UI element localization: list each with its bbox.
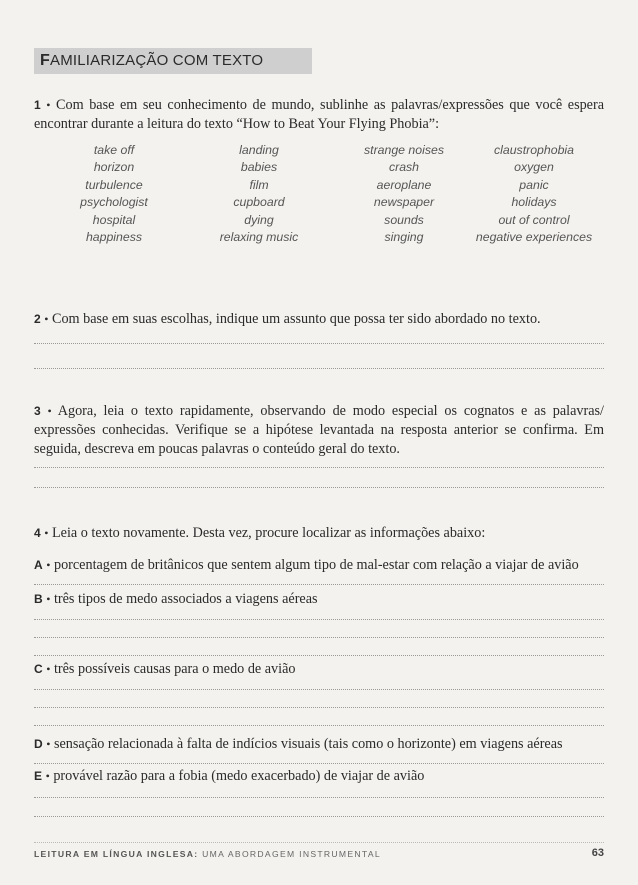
bullet: •	[46, 98, 51, 112]
item-d	[34, 735, 604, 754]
answer-line[interactable]	[34, 689, 604, 690]
item-letter: E	[34, 769, 43, 783]
word-item[interactable]: relaxing music	[219, 230, 299, 245]
word-item[interactable]: take off	[93, 143, 135, 157]
bullet: •	[44, 312, 49, 326]
footer-book-title: LEITURA EM LÍNGUA INGLESA:	[34, 849, 199, 859]
footer-subtitle: UMA ABORDAGEM INSTRUMENTAL	[198, 849, 381, 859]
bullet: •	[45, 769, 50, 783]
answer-line[interactable]	[34, 467, 604, 468]
word-item[interactable]: oxygen	[514, 160, 554, 175]
section-title	[34, 48, 312, 74]
answer-line[interactable]	[34, 368, 604, 369]
question-3	[34, 402, 604, 459]
question-number: 2	[34, 312, 41, 326]
answer-line[interactable]	[34, 763, 604, 764]
word-item[interactable]: psychologist	[80, 195, 148, 210]
bullet: •	[46, 662, 51, 676]
footer	[34, 849, 604, 859]
word-column-1	[54, 142, 174, 246]
footer-rule	[34, 842, 604, 843]
word-column-4	[459, 142, 609, 246]
question-1	[34, 96, 604, 134]
word-column-3	[339, 142, 469, 246]
item-text: provável razão para a fobia (medo exacerbado) de viajar de avião	[53, 768, 425, 784]
answer-line[interactable]	[34, 584, 604, 585]
item-b	[34, 590, 604, 609]
answer-line[interactable]	[34, 797, 604, 798]
word-item[interactable]: negative experiences	[475, 230, 593, 245]
question-number: 4	[34, 526, 41, 540]
item-text: três possíveis causas para o medo de avião	[53, 661, 296, 677]
section-title-text: AMILIARIZAÇÃO COM TEXTO	[49, 52, 264, 69]
item-letter: A	[34, 558, 43, 572]
answer-line[interactable]	[34, 487, 604, 488]
answer-line[interactable]	[34, 725, 604, 726]
word-item[interactable]: sounds	[384, 212, 424, 227]
word-item[interactable]: newspaper	[373, 195, 435, 210]
word-item[interactable]: babies	[240, 160, 278, 175]
item-text: três tipos de medo associados a viagens aéreas	[53, 591, 318, 607]
word-item[interactable]: out of control	[498, 212, 570, 227]
question-number: 3	[34, 404, 41, 418]
word-column-2	[194, 142, 324, 246]
word-item[interactable]: crash	[388, 160, 420, 175]
question-text: Com base em suas escolhas, indique um assunto que possa ter sido abordado no texto.	[51, 311, 541, 327]
word-item[interactable]: horizon	[93, 160, 135, 175]
bullet: •	[44, 526, 49, 540]
word-item[interactable]: strange noises	[364, 143, 444, 157]
item-letter: D	[34, 737, 43, 751]
answer-line[interactable]	[34, 816, 604, 817]
item-letter: B	[34, 592, 43, 606]
question-text: Com base em seu conhecimento de mundo, sublinhe as palavras/expressões que você espera encontrar durante a leitura do texto “How to Beat Your Flying Phobia”:	[34, 97, 605, 132]
word-item[interactable]: dying	[244, 212, 274, 227]
bullet: •	[46, 592, 51, 606]
word-item[interactable]: film	[249, 177, 269, 192]
word-item[interactable]: claustrophobia	[494, 143, 574, 157]
word-item[interactable]: cupboard	[233, 195, 285, 210]
word-item[interactable]: hospital	[92, 212, 136, 227]
item-e	[34, 767, 604, 786]
word-item[interactable]: singing	[384, 230, 424, 245]
word-item[interactable]: landing	[239, 143, 279, 157]
item-a	[34, 556, 604, 575]
item-letter: C	[34, 662, 43, 676]
question-text: Leia o texto novamente. Desta vez, procure localizar as informações abaixo:	[51, 525, 486, 541]
question-text: Agora, leia o texto rapidamente, observando de modo especial os cognatos e as palavras/ expressões conhecidas. Verifique se a hipótese levantada na resposta anterior se confirma. Em seguida, descreva em poucas palavras o conteúdo geral do texto.	[34, 403, 604, 457]
word-item[interactable]: panic	[519, 177, 549, 192]
word-item[interactable]: turbulence	[85, 177, 143, 192]
answer-line[interactable]	[34, 637, 604, 638]
answer-line[interactable]	[34, 655, 604, 656]
question-number: 1	[34, 98, 41, 112]
bullet: •	[46, 737, 51, 751]
bullet: •	[46, 558, 51, 572]
answer-line[interactable]	[34, 619, 604, 620]
bullet: •	[47, 404, 52, 418]
word-item[interactable]: aeroplane	[376, 177, 432, 192]
item-text: sensação relacionada à falta de indícios visuais (tais como o horizonte) em viagens aéreas	[53, 736, 563, 752]
word-item[interactable]: holidays	[511, 195, 557, 210]
question-4	[34, 524, 604, 543]
answer-line[interactable]	[34, 343, 604, 344]
question-2	[34, 310, 604, 329]
item-text: porcentagem de britânicos que sentem algum tipo de mal-estar com relação a viajar de avião	[53, 557, 579, 573]
section-title-initial: F	[40, 52, 50, 69]
answer-line[interactable]	[34, 707, 604, 708]
item-c	[34, 660, 604, 679]
page-number: 63	[591, 847, 604, 859]
word-item[interactable]: happiness	[85, 230, 143, 245]
